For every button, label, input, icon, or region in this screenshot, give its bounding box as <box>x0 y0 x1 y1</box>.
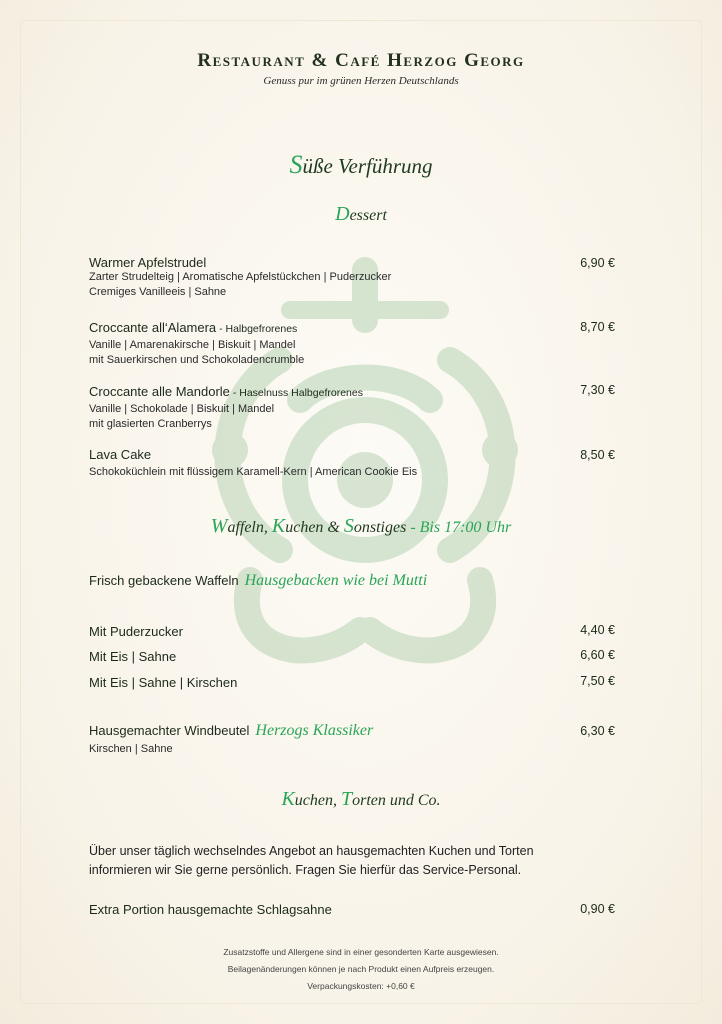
kuchen-info: Über unser täglich wechselndes Angebot an hausgemachten Kuchen und Torten informieren wir Sie gerne persönlich. Fragen Sie hierfür das Service-Personal. <box>89 844 534 877</box>
item-desc: mit Sauerkirschen und Schokoladencrumble <box>89 354 305 366</box>
item-desc: Vanille | Schokolade | Biskuit | Mandel <box>89 403 275 415</box>
item-name: Mit Eis | Sahne | Kirschen <box>89 675 238 690</box>
menu-item <box>89 902 629 917</box>
item-name-line <box>89 722 629 740</box>
item-price: 4,40 € <box>580 623 615 637</box>
item-price: 6,60 € <box>580 648 615 662</box>
item-desc: Schokoküchlein mit flüssigem Karamell-Kern | American Cookie Eis <box>89 466 418 478</box>
item-price: 0,90 € <box>580 902 615 916</box>
script-tagline: Hausgebacken wie bei Mutti <box>244 572 428 589</box>
item-name-line: Croccante all‘Alamera - Halbgefrorenes <box>89 320 298 335</box>
dessert-title: Dessert <box>335 203 387 225</box>
item-desc: Cremiges Vanilleeis | Sahne <box>89 286 227 298</box>
menu-item <box>89 722 629 757</box>
menu-item <box>89 675 629 690</box>
item-name: Mit Eis | Sahne <box>89 649 177 664</box>
item-price: 8,70 € <box>580 320 615 334</box>
waffeln-title: Waffeln, Kuchen & Sonstiges - Bis 17:00 Uhr <box>210 515 512 537</box>
menu-item <box>89 447 629 480</box>
item-desc: Vanille | Amarenakirsche | Biskuit | Mandel <box>89 339 296 351</box>
item-price: 7,30 € <box>580 383 615 397</box>
item-price: 7,50 € <box>580 674 615 688</box>
item-price: 8,50 € <box>580 448 615 462</box>
menu-item <box>89 384 629 432</box>
item-price: 6,90 € <box>580 256 615 270</box>
menu-item <box>89 255 629 300</box>
script-tagline: Herzogs Klassiker <box>255 722 374 739</box>
item-name: Lava Cake <box>89 447 152 462</box>
item-name: Warmer Apfelstrudel <box>89 255 207 270</box>
kuchen-title: Kuchen, Torten und Co. <box>281 788 441 810</box>
restaurant-subtitle: Genuss pur im grünen Herzen Deutschlands <box>263 75 459 87</box>
section-title: Süße Verführung <box>289 150 433 179</box>
item-desc: mit glasierten Cranberrys <box>89 418 212 430</box>
item-name: Frisch gebackene Waffeln <box>89 573 239 588</box>
item-name-line: Croccante alle Mandorle - Haselnuss Halbgefrorenes <box>89 384 363 399</box>
item-desc: Zarter Strudelteig | Aromatische Apfelstückchen | Puderzucker <box>89 271 392 283</box>
menu-item <box>89 649 629 664</box>
item-desc: Kirschen | Sahne <box>89 743 173 755</box>
menu-item <box>89 320 629 368</box>
footer-notes: Zusatzstoffe und Allergene sind in einer gesonderten Karte ausgewiesen. Beilagenänderungen können je nach Produkt einen Aufpreis erzeugen. Verpackungskosten: +0,60 € <box>223 947 499 991</box>
item-name: Extra Portion hausgemachte Schlagsahne <box>89 902 332 917</box>
menu-item <box>89 624 629 639</box>
item-name: Hausgemachter Windbeutel <box>89 723 250 738</box>
item-price: 6,30 € <box>580 724 615 738</box>
restaurant-title: Restaurant & Café Herzog Georg <box>197 50 525 71</box>
item-name: Mit Puderzucker <box>89 624 183 639</box>
waffeln-intro <box>89 572 629 590</box>
